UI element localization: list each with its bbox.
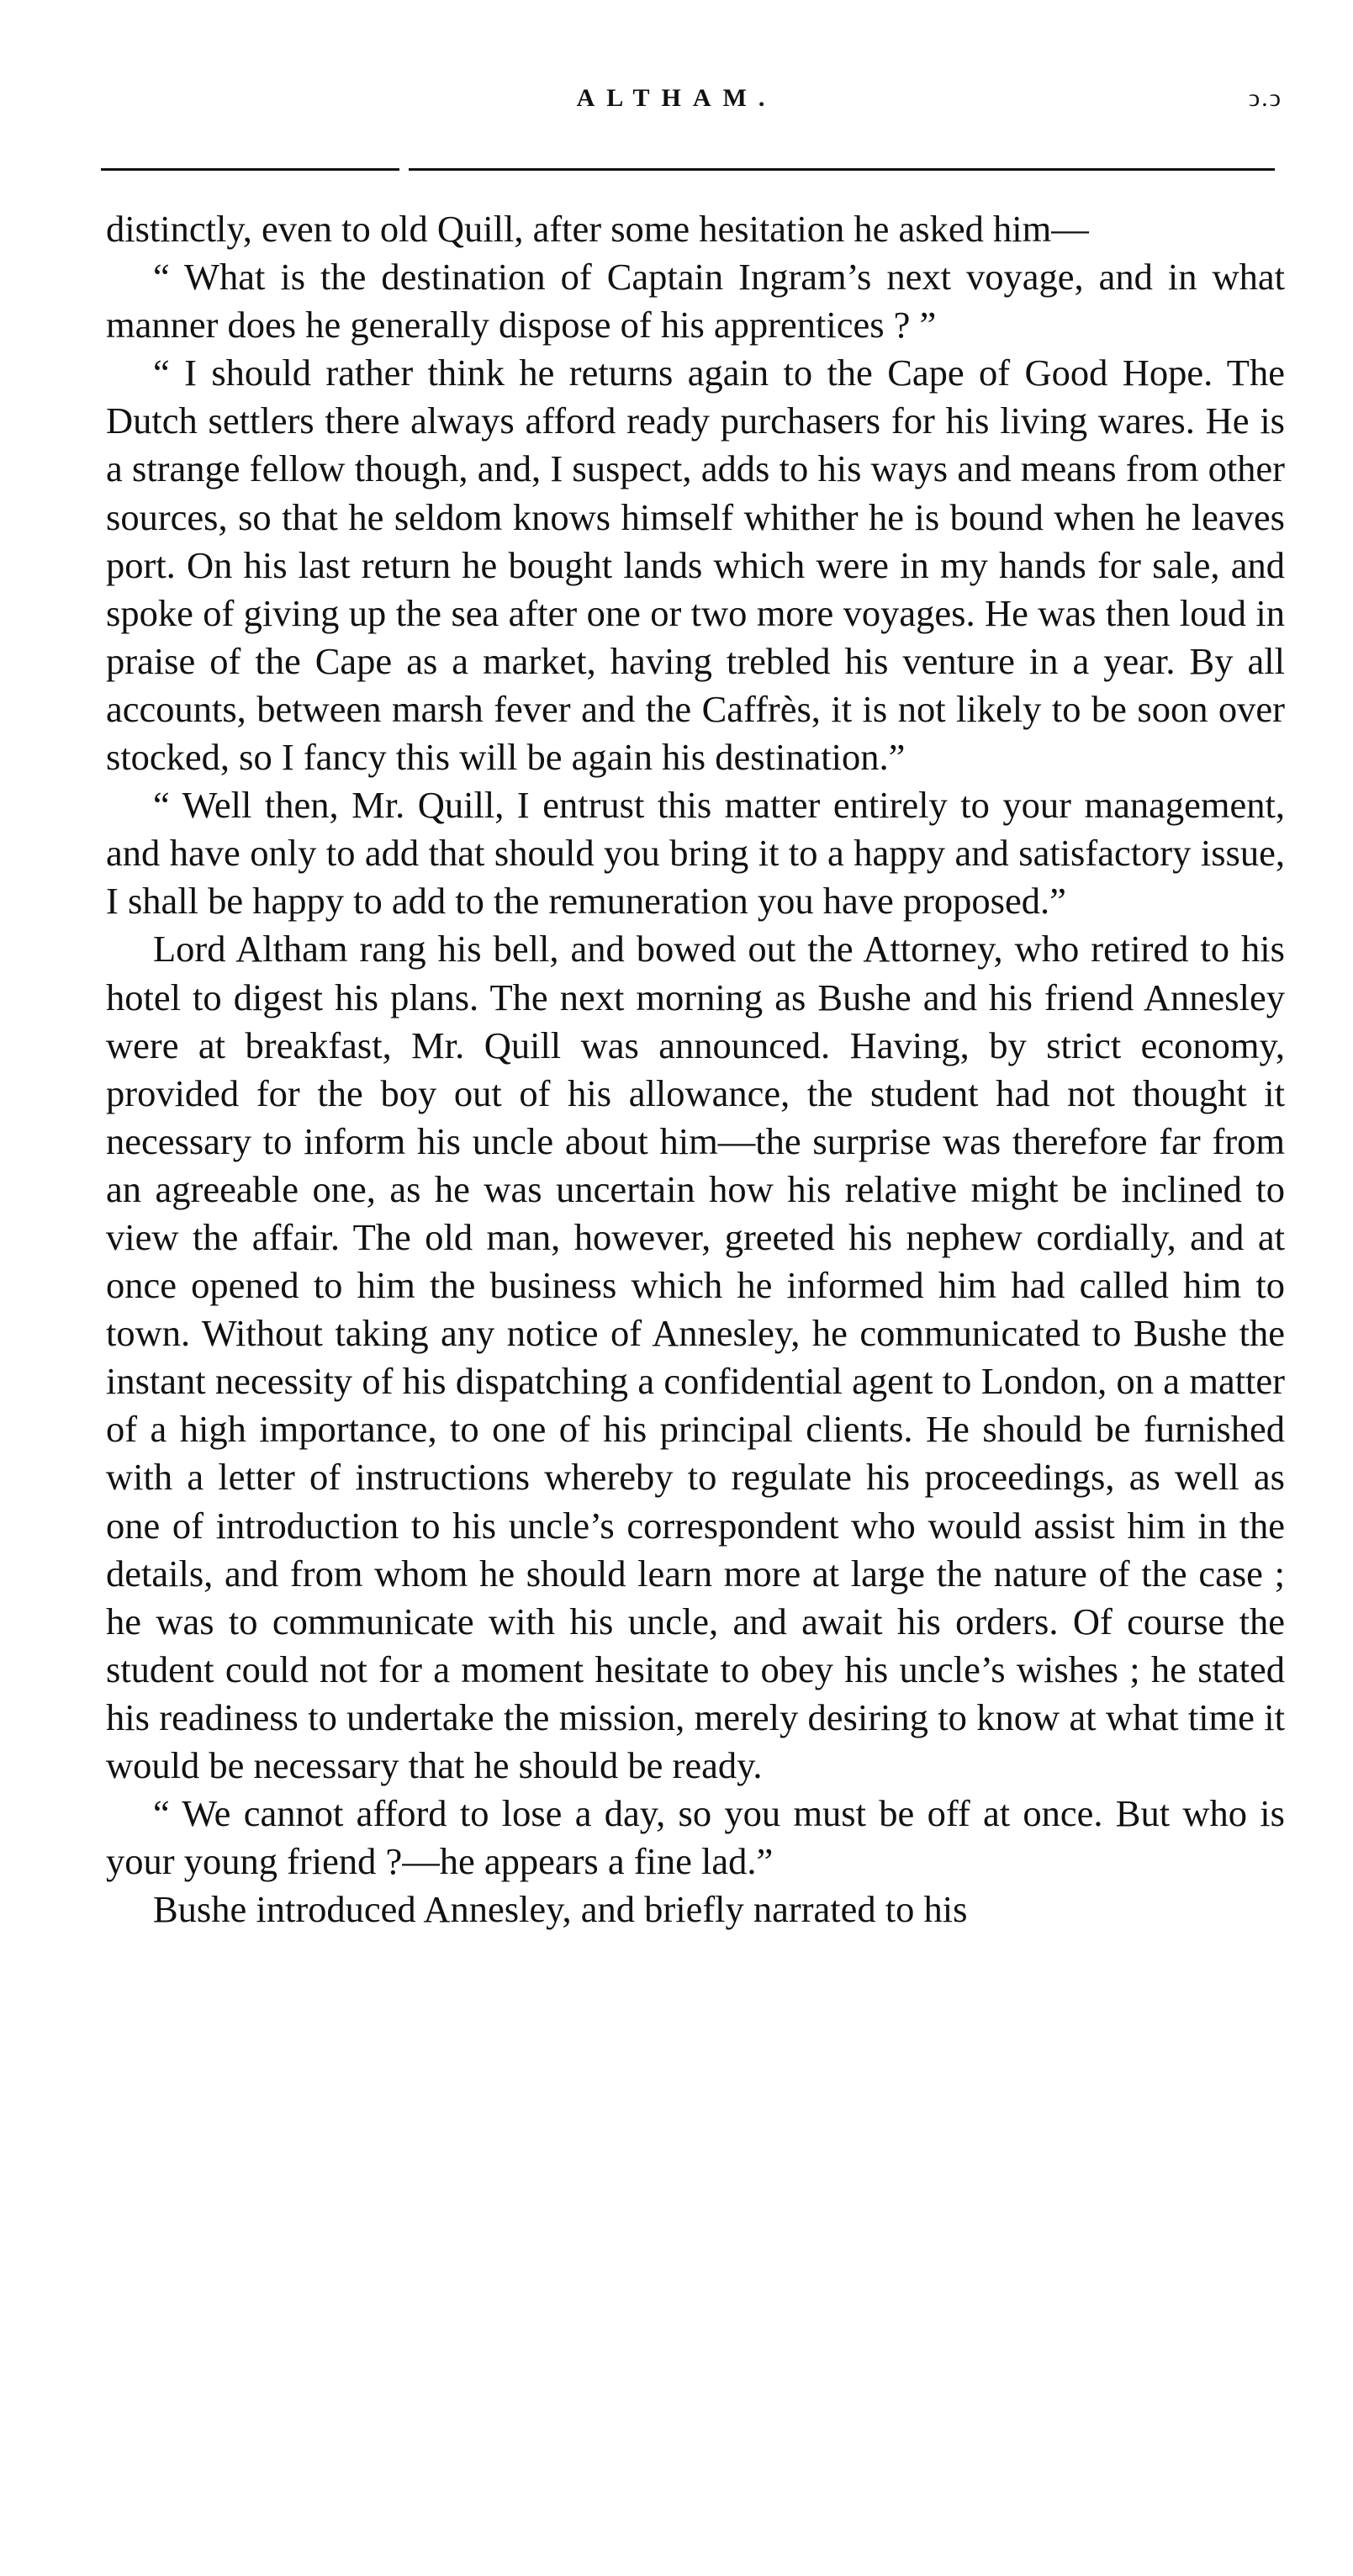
paragraph: “ Well then, Mr. Quill, I entrust this matter entirely to your management, and have only to add that should you bring it to a happy and satisfactory issue, I shall be happy to add to the remuneration you have proposed.” [106,784,1285,923]
page-number: ↄ.ↄ [1248,84,1282,112]
paragraph: Lord Altham rang his bell, and bowed out the Attorney, who retired to his hotel to digest his plans. The next morning as Bushe and his friend Annesley were at breakfast, Mr. Quill was announced. Having, by strict economy, provided for the boy out of his allowance, the student had not thought it necessary to inform his uncle about him—the surprise was therefore far from an agreeable one, as he was uncertain how his relative might be inclined to view the affair. The old man, however, greeted his nephew cordially, and at once opened to him the business which he informed him had called him to town. Without taking any notice of Annesley, he communicated to Bushe the instant necessity of his dispatching a confidential agent to London, on a matter of a high importance, to one of his principal clients. He should be furnished with a letter of instructions whereby to regulate his proceedings, as well as one of introduction to his uncle’s correspondent who would assist him in the details, and from whom he should learn more at large the nature of the case ; he was to communicate with his uncle, and await his orders. Of course the student could not for a moment hesitate to obey his uncle’s wishes ; he stated his readiness to undertake the mission, merely desiring to know at what time it would be necessary that he should be ready. [106,928,1285,1786]
running-head [0,84,1353,135]
body-text [106,205,1285,1933]
paragraph: “ What is the destination of Captain Ingram’s next voyage, and in what manner does he generally dispose of his apprentices ? ” [106,256,1285,346]
running-title: ALTHAM. [576,84,777,112]
paragraph: Bushe introduced Annesley, and briefly narrated to his [153,1888,968,1931]
header-rule-right [409,168,1275,171]
paragraph: “ We cannot afford to lose a day, so you must be off at once. But who is your young friend ?—he appears a fine lad.” [106,1792,1285,1883]
header-rule-left [101,168,399,171]
paragraph: “ I should rather think he returns again to the Cape of Good Hope. The Dutch settlers there always afford ready purchasers for his living wares. He is a strange fellow though, and, I suspect, adds to his ways and means from other sources, so that he seldom knows himself whither he is bound when he leaves port. On his last return he bought lands which were in my hands for sale, and spoke of giving up the sea after one or two more voyages. He was then loud in praise of the Cape as a market, having trebled his venture in a year. By all accounts, between marsh fever and the Caffrès, it is not likely to be soon over stocked, so I fancy this will be again his destination.” [106,352,1285,779]
paragraph-continuation: distinctly, even to old Quill, after some hesitation he asked him— [106,208,1089,250]
